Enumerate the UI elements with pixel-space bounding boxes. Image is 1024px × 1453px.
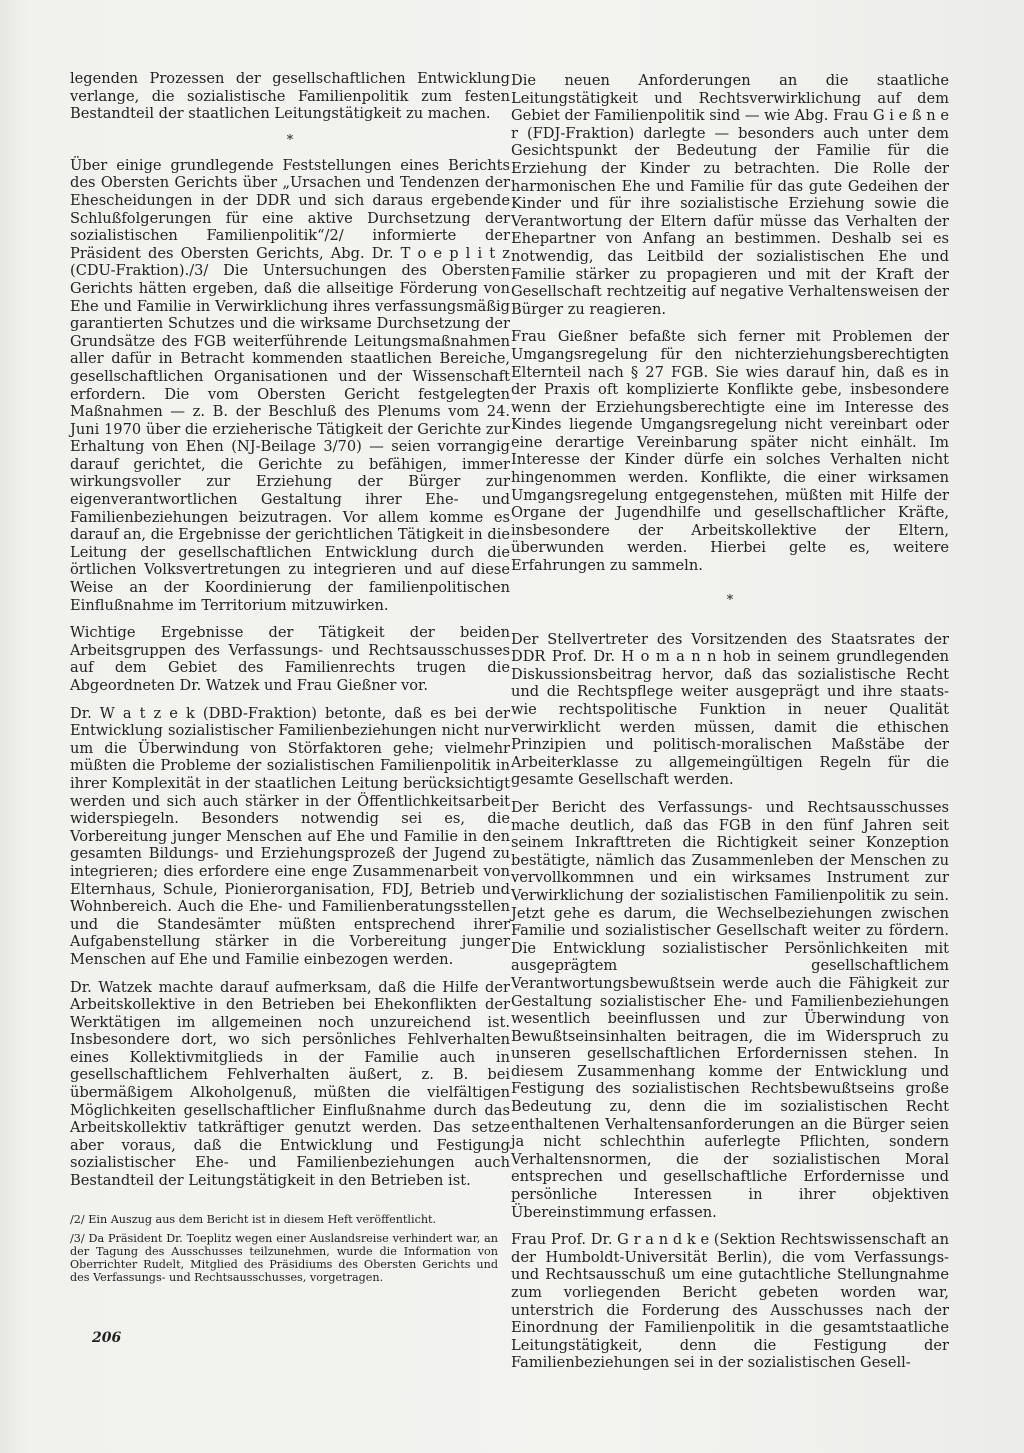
footnote-3: /3/ Da Präsident Dr. Toeplitz wegen einer Auslandsreise verhindert war, an der Tagung des Ausschusses teilzunehmen, wurde die Information von Oberrichter Rudelt, Mitglied des Präsidiums des Obersten Gerichts und des Verfassungs- und Rechtsausschusses, vorgetragen. <box>70 1232 498 1284</box>
section-separator: * <box>726 592 734 608</box>
paragraph: Frau Gießner befaßte sich ferner mit Problemen der Umgangsregelung für den nichterziehungsberechtigten Elternteil nach § 27 FGB. Sie wies darauf hin, daß es in der Praxis oft komplizierte Konflikte gebe, insbesondere wenn der Erziehungsberechtigte eine im Interesse des Kindes liegende Umgangsregelung nicht vereinbart oder eine derartige Vereinbarung später nicht einhält. Im Interesse der Kinder dürfe ein solches Verhalten nicht hingenommen werden. Konflikte, die einer wirksamen Umgangsregelung entgegenstehen, müßten mit Hilfe der Organe der Jugendhilfe und gesellschaftlicher Kräfte, insbesondere der Arbeitskollektive der Eltern, überwunden werden. Hierbei gelte es, weitere Erfahrungen zu sammeln. <box>511 328 949 575</box>
paragraph: legenden Prozessen der gesellschaftlichen Entwicklung verlange, die sozialistische Familienpolitik zum festen Bestandteil der staatlichen Leitungstätigkeit zu machen. <box>70 70 510 123</box>
paragraph: Über einige grundlegende Feststellungen eines Berichts des Obersten Gerichts über „Ursachen und Tendenzen der Ehescheidungen in der DDR und sich daraus ergebende Schlußfolgerungen für eine aktive Durchsetzung der sozialistischen Familienpolitik“/2/ informierte der Präsident des Obersten Gerichts, Abg. Dr. T o e p l i t z (CDU-Fraktion)./3/ Die Untersuchungen des Obersten Gerichts hätten ergeben, daß die allseitige Förderung von Ehe und Familie in Verwirklichung ihres verfassungsmäßig garantierten Schutzes und die wirksame Durchsetzung der Grundsätze des FGB weiterführende Leitungsmaßnahmen aller dafür in Betracht kommenden staatlichen Bereiche, gesellschaftlichen Organisationen und der Wissenschaft erfordern. Die vom Obersten Gericht festgelegten Maßnahmen — z. B. der Beschluß des Plenums vom 24. Juni 1970 über die erzieherische Tätigkeit der Gerichte zur Erhaltung von Ehen (NJ-Beilage 3/70) — seien vorrangig darauf gerichtet, die Gerichte zu befähigen, immer wirkungsvoller zur Erziehung der Bürger zur eigenverantwortlichen Gestaltung ihrer Ehe- und Familienbeziehungen beizutragen. Vor allem komme es darauf an, die Ergebnisse der gerichtlichen Tätigkeit in die Leitung der gesellschaftlichen Entwicklung durch die örtlichen Volksvertretungen zu integrieren und auf diese Weise an der Koordinierung der familienpolitischen Einflußnahme im Territorium mitzuwirken. <box>70 156 510 614</box>
paragraph: Der Bericht des Verfassungs- und Rechtsausschusses mache deutlich, daß das FGB in den fünf Jahren seit seinem Inkrafttreten die Richtigkeit seiner Konzeption bestätigte, nämlich das Zusammenleben der Menschen zu vervollkommnen und ein wirksames Instrument zur Verwirklichung der sozialistischen Familienpolitik zu sein. Jetzt gehe es darum, die Wechselbeziehungen zwischen Familie und sozialistischer Gesellschaft weiter zu fördern. Die Entwicklung sozialistischer Persönlichkeiten mit ausgeprägtem gesellschaftlichem Verantwortungsbewußtsein werde auch die Fähigkeit zur Gestaltung sozialistischer Ehe- und Familienbeziehungen wesentlich beeinflussen und zur Überwindung von Bewußtseinsinhalten beitragen, die im Widerspruch zu unseren gesellschaftlichen Erfordernissen stehen. In diesem Zusammenhang komme der Entwicklung und Festigung des sozialistischen Rechtsbewußtseins große Bedeutung zu, denn die im sozialistischen Recht enthaltenen Verhaltensanforderungen an die Bürger seien ja nicht schlechthin auferlegte Pflichten, sondern Verhaltensnormen, die der sozialistischen Moral entsprechen und gesellschaftliche Erfordernisse und persönliche Interessen in ihrer objektiven Übereinstimmung erfassen. <box>511 798 949 1221</box>
paragraph: Die neuen Anforderungen an die staatliche Leitungstätigkeit und Rechtsverwirklichung auf dem Gebiet der Familienpolitik sind — wie Abg. Frau G i e ß n e r (FDJ-Fraktion) darlegte — besonders auch unter dem Gesichtspunkt der Bedeutung der Familie für die Erziehung der Kinder zu betrachten. Die Rolle der harmonischen Ehe und Familie für das gute Gedeihen der Kinder und für ihre sozialistische Erziehung sowie die Verantwortung der Eltern dafür müsse das Verhalten der Ehepartner von Anfang an bestimmen. Deshalb sei es notwendig, das Leitbild der sozialistischen Ehe und Familie stärker zu propagieren und mit der Kraft der Gesellschaft rechtzeitig auf negative Verhaltensweisen der Bürger zu reagieren. <box>511 72 949 318</box>
paragraph: Der Stellvertreter des Vorsitzenden des Staatsrates der DDR Prof. Dr. H o m a n n hob in seinem grundlegenden Diskussionsbeitrag hervor, daß das sozialistische Recht und die Rechtspflege weiter ausgeprägt und ihre staats- wie rechtspolitische Funktion in neuer Qualität verwirklicht werden müssen, damit die ethischen Prinzipien und politisch-moralischen Maßstäbe der Arbeiterklasse zu allgemeingültigen Regeln für die gesamte Gesellschaft werden. <box>511 630 949 789</box>
footnotes <box>70 1213 498 1290</box>
right-column <box>511 72 949 1382</box>
paragraph: Wichtige Ergebnisse der Tätigkeit der beiden Arbeitsgruppen des Verfassungs- und Rechtsausschusses auf dem Gebiet des Familienrechts trugen die Abgeordneten Dr. Watzek und Frau Gießner vor. <box>70 624 510 694</box>
paragraph: Frau Prof. Dr. G r a n d k e (Sektion Rechtswissenschaft an der Humboldt-Universität Berlin), die vom Verfassungs- und Rechtsausschuß um eine gutachtliche Stellungnahme zum vorliegenden Bericht gebeten worden war, unterstrich die Forderung des Ausschusses nach der Einordnung der Familienpolitik in die gesamtstaatliche Leitungstätigkeit, denn die Festigung der Familienbeziehungen sei in der sozialistischen Gesell- <box>511 1231 949 1372</box>
footnote-2: /2/ Ein Auszug aus dem Bericht ist in diesem Heft veröffentlicht. <box>70 1213 437 1226</box>
section-separator: * <box>286 132 294 148</box>
page-number: 206 <box>92 1330 122 1346</box>
left-column <box>70 70 510 1200</box>
paragraph: Dr. Watzek machte darauf aufmerksam, daß die Hilfe der Arbeitskollektive in den Betrieben bei Ehekonflikten der Werktätigen im allgemeinen noch unzureichend ist. Insbesondere dort, wo sich persönliches Fehlverhalten eines Kollektivmitglieds in der Familie auch in gesellschaftlichem Fehlverhalten äußert, z. B. bei übermäßigem Alkoholgenuß, müßten die vielfältigen Möglichkeiten gesellschaftlicher Einflußnahme durch das Arbeitskollektiv tatkräftiger genutzt werden. Das setze aber voraus, daß die Entwicklung und Festigung sozialistischer Ehe- und Familienbeziehungen auch Bestandteil der Leitungstätigkeit in den Betrieben ist. <box>70 978 510 1190</box>
paragraph: Dr. W a t z e k (DBD-Fraktion) betonte, daß es bei der Entwicklung sozialistischer Familienbeziehungen nicht nur um die Überwindung von Störfaktoren gehe; vielmehr müßten die Probleme der sozialistischen Familienpolitik in ihrer Komplexität in der staatlichen Leitung berücksichtigt werden und sich auch stärker in der Öffentlichkeitsarbeit widerspiegeln. Besonders notwendig sei es, die Vorbereitung junger Menschen auf Ehe und Familie in den gesamten Bildungs- und Erziehungsprozeß der Jugend zu integrieren; dies erfordere eine enge Zusammenarbeit von Elternhaus, Schule, Pionierorganisation, FDJ, Betrieb und Wohnbereich. Auch die Ehe- und Familienberatungsstellen und die Standesämter müßten entsprechend ihrer Aufgabenstellung stärker in die Vorbereitung junger Menschen auf Ehe und Familie einbezogen werden. <box>70 704 510 968</box>
